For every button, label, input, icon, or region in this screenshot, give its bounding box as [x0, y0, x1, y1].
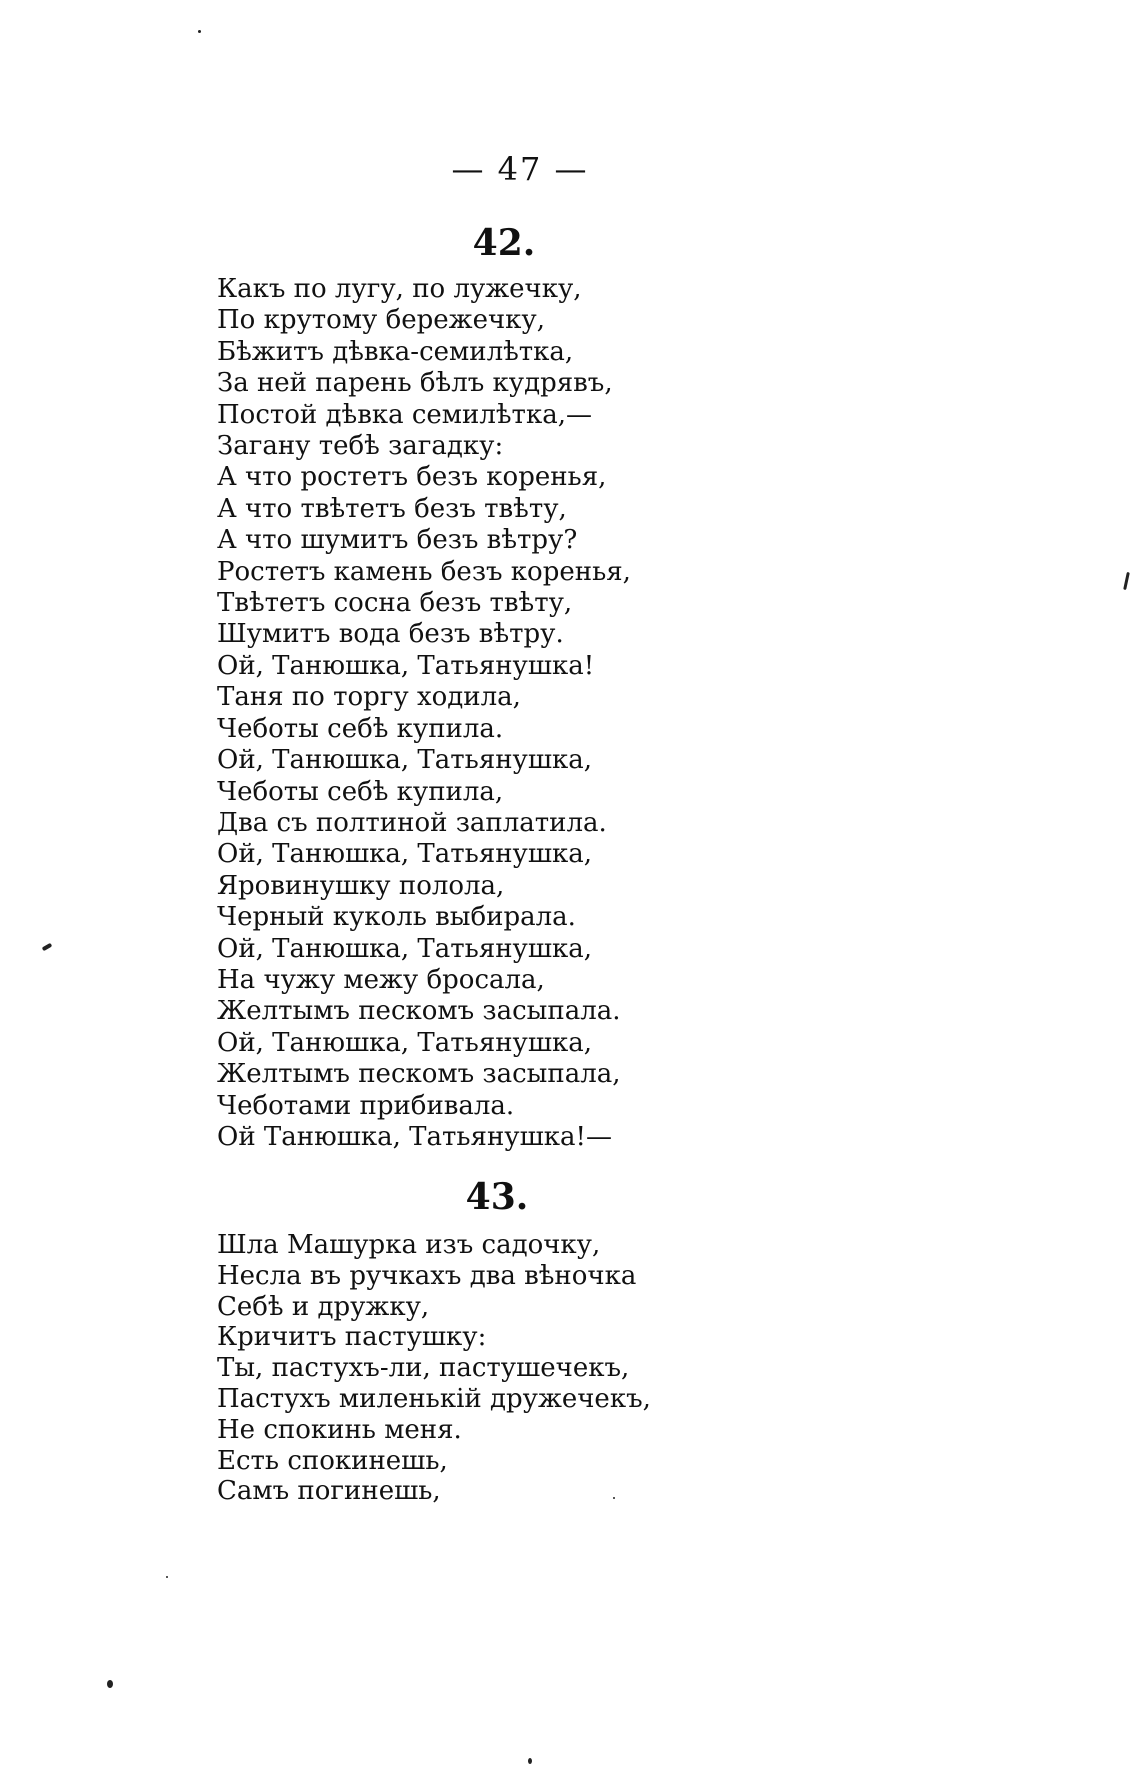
scan-speck: [42, 943, 53, 951]
verse-line: Ой, Танюшка, Татьянушка,: [217, 933, 593, 964]
verse-line: Шумитъ вода безъ вѣтру.: [217, 619, 564, 650]
verse-line: Ой, Танюшка, Татьянушка,: [217, 1027, 593, 1058]
verse-line: Желтымъ пескомъ засыпала.: [217, 996, 621, 1027]
verse-line: Не спокинь меня.: [217, 1414, 462, 1445]
verse-line: Есть спокинешь,: [217, 1445, 448, 1476]
verse-line: Два съ полтиной заплатила.: [217, 807, 607, 838]
verse-line: Ой, Танюшка, Татьянушка,: [217, 745, 593, 776]
scan-speck: [613, 1497, 615, 1499]
song-42: [217, 222, 699, 1153]
verse-line: Бѣжитъ дѣвка-семилѣтка,: [217, 336, 574, 367]
verse-line: Загану тебѣ загадку:: [217, 431, 504, 462]
scan-speck: [107, 1680, 113, 1688]
scan-speck: [1123, 572, 1130, 590]
verse-line: Чеботы себѣ купила,: [217, 776, 504, 807]
verse-line: А что ростетъ безъ коренья,: [217, 462, 607, 493]
verse-line: Чеботами прибивала.: [217, 1090, 515, 1121]
verse-line: Ты, пастухъ-ли, пастушечекъ,: [217, 1353, 630, 1384]
scan-speck: [166, 1576, 168, 1578]
verse-line: А что твѣтетъ безъ твѣту,: [217, 493, 567, 524]
verse-line: Шла Машурка изъ садочку,: [217, 1230, 601, 1260]
verse-line: Пастухъ миленькій дружечекъ,: [217, 1383, 651, 1414]
verse-line: Ой Танюшка, Татьянушка!—: [217, 1121, 612, 1152]
verse-line: Какъ по лугу, по лужечку,: [217, 274, 582, 304]
verse-line: Яровинушку полола,: [217, 870, 505, 901]
song-number: 42.: [472, 222, 536, 264]
verse-line: По крутому бережечку,: [217, 305, 545, 336]
verse-line: Ой, Танюшка, Татьянушка,: [217, 839, 593, 870]
verse-line: За ней парень бѣлъ кудрявъ,: [217, 368, 613, 399]
song-43: [217, 1176, 692, 1507]
page-number: — 47 —: [451, 150, 589, 188]
verse-line: Желтымъ пескомъ засыпала,: [217, 1059, 621, 1090]
verse-line: Себѣ и дружку,: [217, 1291, 430, 1322]
verse-lines: [217, 274, 699, 1153]
verse-line: Самъ погинешь,: [217, 1476, 441, 1507]
scan-speck: [198, 30, 201, 33]
verse-line: А что шумитъ безъ вѣтру?: [217, 525, 578, 556]
verse-line: На чужу межу бросала,: [217, 964, 545, 995]
verse-line: Кричитъ пастушку:: [217, 1322, 487, 1353]
verse-line: Чеботы себѣ купила.: [217, 713, 504, 744]
verse-line: Ростетъ камень безъ коренья,: [217, 556, 631, 587]
verse-line: Твѣтетъ сосна безъ твѣту,: [217, 588, 573, 619]
verse-line: Постой дѣвка семилѣтка,—: [217, 399, 592, 430]
verse-lines: [217, 1230, 692, 1507]
scan-speck: [528, 1758, 532, 1764]
verse-line: Черный куколь выбирала.: [217, 902, 576, 933]
song-number: 43.: [465, 1176, 529, 1218]
verse-line: Таня по торгу ходила,: [217, 682, 521, 713]
verse-line: Ой, Танюшка, Татьянушка!: [217, 650, 595, 681]
verse-line: Несла въ ручкахъ два вѣночка: [217, 1260, 637, 1291]
